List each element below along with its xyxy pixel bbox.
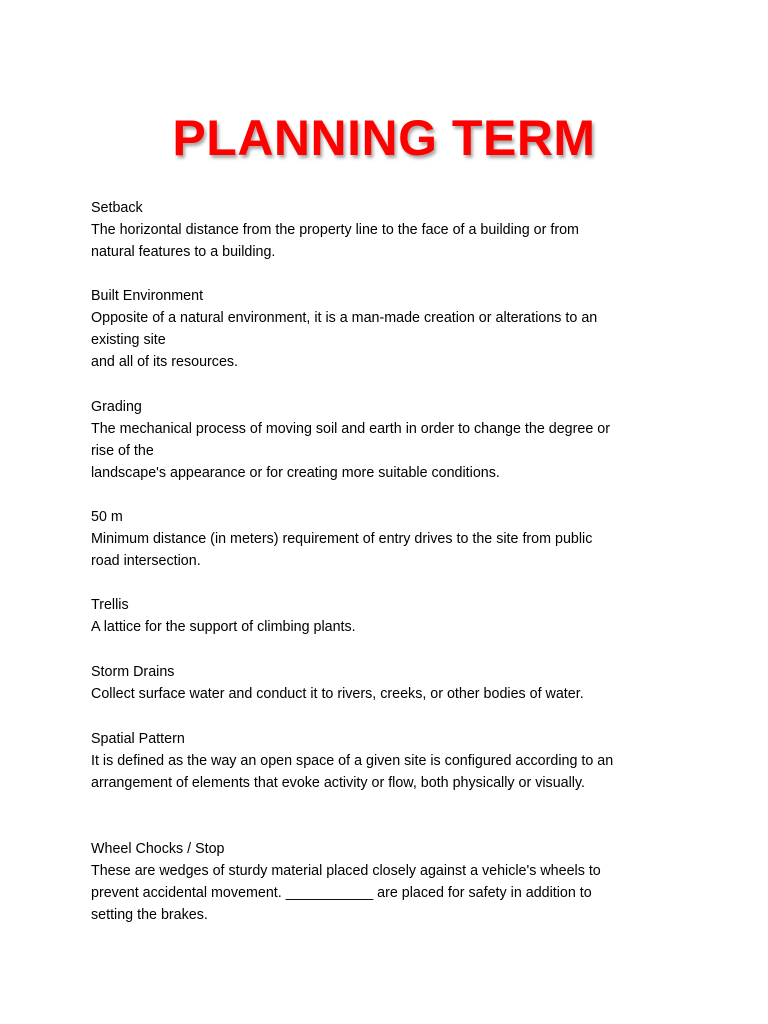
- term-definition-line: Opposite of a natural environment, it is a man-made creation or alterations to an: [91, 310, 598, 326]
- term-definition-line: and all of its resources.: [91, 354, 239, 370]
- page-title: PLANNING TERM: [172, 110, 596, 166]
- term-entry-setback: [91, 197, 691, 263]
- term-name: Grading: [91, 399, 142, 415]
- term-definition-line: landscape's appearance or for creating more suitable conditions.: [91, 465, 500, 481]
- term-name: Storm Drains: [91, 664, 175, 680]
- term-entry-spatial-pattern: [91, 728, 691, 794]
- term-definition-line: A lattice for the support of climbing plants.: [91, 619, 356, 635]
- term-definition-line: Collect surface water and conduct it to rivers, creeks, or other bodies of water.: [91, 686, 584, 702]
- term-definition-line: Minimum distance (in meters) requirement of entry drives to the site from public: [91, 531, 593, 547]
- term-entry-50m: [91, 506, 691, 572]
- term-name: Spatial Pattern: [91, 731, 185, 747]
- term-entry-wheel-chocks: [91, 838, 691, 926]
- term-name: 50 m: [91, 509, 123, 525]
- term-definition-line: It is defined as the way an open space of a given site is configured according to an: [91, 753, 614, 769]
- term-definition-line: The mechanical process of moving soil and earth in order to change the degree or: [91, 421, 610, 437]
- term-definition-line: arrangement of elements that evoke activity or flow, both physically or visually.: [91, 775, 586, 791]
- term-name: Trellis: [91, 597, 129, 613]
- term-entry-built-environment: [91, 285, 691, 373]
- term-definition-line: existing site: [91, 332, 166, 348]
- term-entry-storm-drains: [91, 661, 691, 705]
- term-definition-line: road intersection.: [91, 553, 201, 569]
- term-entry-trellis: [91, 594, 691, 638]
- term-name: Setback: [91, 200, 143, 216]
- term-definition-line: setting the brakes.: [91, 907, 208, 923]
- term-entry-grading: [91, 396, 691, 484]
- term-definition-line: These are wedges of sturdy material placed closely against a vehicle's wheels to: [91, 863, 601, 879]
- term-definition-line: The horizontal distance from the property line to the face of a building or from: [91, 222, 579, 238]
- term-definition-line: natural features to a building.: [91, 244, 276, 260]
- term-name: Built Environment: [91, 288, 204, 304]
- term-definition-line: rise of the: [91, 443, 154, 459]
- term-definition-line: prevent accidental movement. ___________ are placed for safety in addition to: [91, 885, 592, 901]
- term-name: Wheel Chocks / Stop: [91, 841, 225, 857]
